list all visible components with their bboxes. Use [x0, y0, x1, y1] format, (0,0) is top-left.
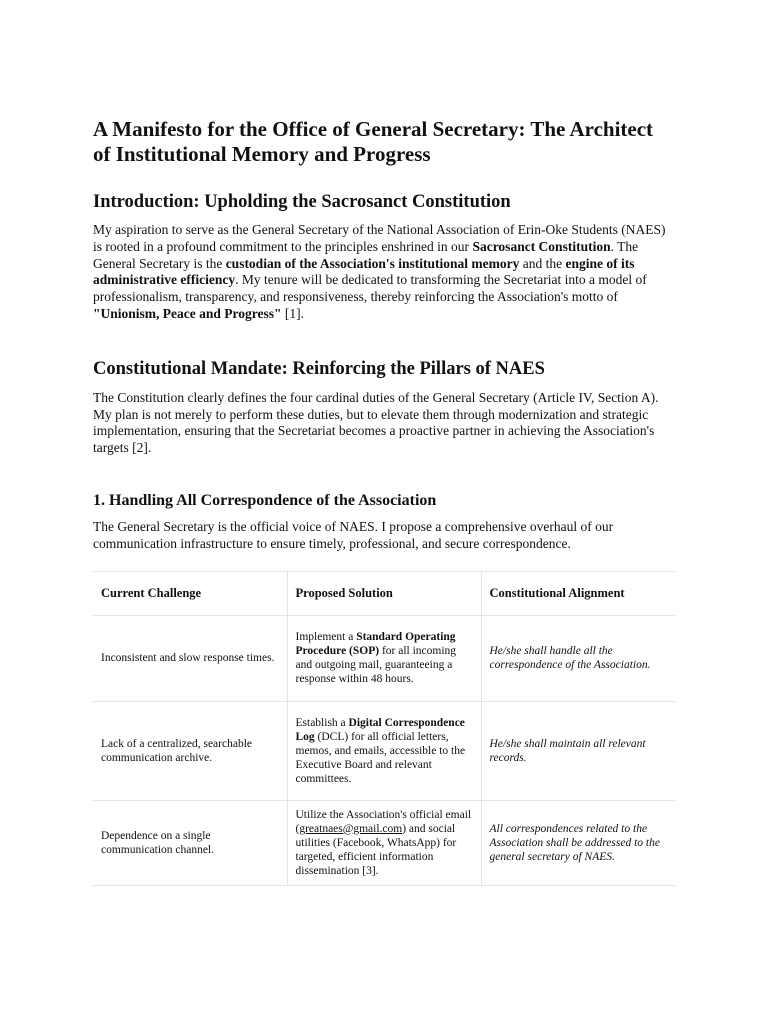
challenge-cell: Inconsistent and slow response times. [93, 615, 287, 701]
intro-bold-4: "Unionism, Peace and Progress" [93, 305, 282, 321]
table-row [93, 615, 675, 701]
challenge-cell: Lack of a centralized, searchable communication archive. [93, 701, 287, 800]
mandate-paragraph: The Constitution clearly defines the four cardinal duties of the General Secretary (Article IV, Section A). My plan is not merely to perform these duties, but to elevate them through modernization and strategic implementation, ensuring that the Secretariat becomes a proactive partner in achieving the Association's targets [2]. [93, 389, 659, 456]
header-proposed-solution: Proposed Solution [287, 571, 481, 615]
intro-bold-3: engine of its administrative efficiency [93, 255, 635, 288]
table-header-row [93, 571, 675, 615]
solution-text: Implement a [295, 631, 357, 644]
header-constitutional-alignment: Constitutional Alignment [481, 571, 675, 615]
alignment-cell: All correspondences related to the Association shall be addressed to the general secretary of NAES. [481, 800, 675, 885]
intro-bold-2: custodian of the Association's institutional memory [225, 255, 520, 271]
intro-bold-1: Sacrosanct Constitution [472, 238, 611, 254]
solution-text: Establish a [295, 716, 349, 729]
solution-bold: Standard Operating Procedure (SOP) [295, 631, 456, 658]
intro-text-4: . My tenure will be dedicated to transforming the Secretariat into a model of professionalism, transparency, and responsiveness, thereby reinforcing the Association's motto of [93, 272, 647, 305]
solution-cell [287, 800, 481, 885]
intro-text-2: . The General Secretary is the [93, 238, 639, 271]
section1-heading: 1. Handling All Correspondence of the Association [93, 491, 437, 509]
table-row [93, 701, 675, 800]
alignment-cell: He/she shall maintain all relevant records. [481, 701, 675, 800]
intro-text-3: and the [519, 255, 566, 271]
intro-heading: Introduction: Upholding the Sacrosanct Constitution [93, 192, 511, 212]
intro-paragraph [93, 222, 675, 323]
document-body [93, 117, 675, 886]
solution-cell [287, 615, 481, 701]
intro-text-1: My aspiration to serve as the General Secretary of the National Association of Erin-Oke Students (NAES) is rooted in a profound commitment to the principles enshrined in our [93, 222, 666, 254]
solution-cell [287, 701, 481, 800]
correspondence-table [93, 571, 675, 886]
table-row [93, 800, 675, 885]
header-current-challenge: Current Challenge [93, 571, 287, 615]
intro-text-5: [1]. [281, 305, 304, 321]
solution-text: Utilize the Association's official email ( [295, 808, 472, 835]
section1-paragraph: The General Secretary is the official voice of NAES. I propose a comprehensive overhaul of our communication infrastructure to ensure timely, professional, and secure correspondence. [93, 518, 614, 551]
solution-text: ) and social utilities (Facebook, WhatsApp) for targeted, efficient information dissemination [3]. [295, 822, 457, 877]
alignment-cell: He/she shall handle all the correspondence of the Association. [481, 615, 675, 701]
email-link[interactable]: greatnaes@gmail.com [299, 822, 403, 835]
document-title: A Manifesto for the Office of General Secretary: The Architect of Institutional Memory and Progress [93, 117, 654, 166]
solution-text: (DCL) for all official letters, memos, and emails, accessible to the Executive Board and relevant committees. [295, 730, 466, 785]
solution-text: for all incoming and outgoing mail, guaranteeing a response within 48 hours. [295, 645, 457, 686]
solution-bold: Digital Correspondence Log [295, 716, 465, 743]
challenge-cell: Dependence on a single communication channel. [93, 800, 287, 885]
mandate-heading: Constitutional Mandate: Reinforcing the Pillars of NAES [93, 358, 545, 379]
